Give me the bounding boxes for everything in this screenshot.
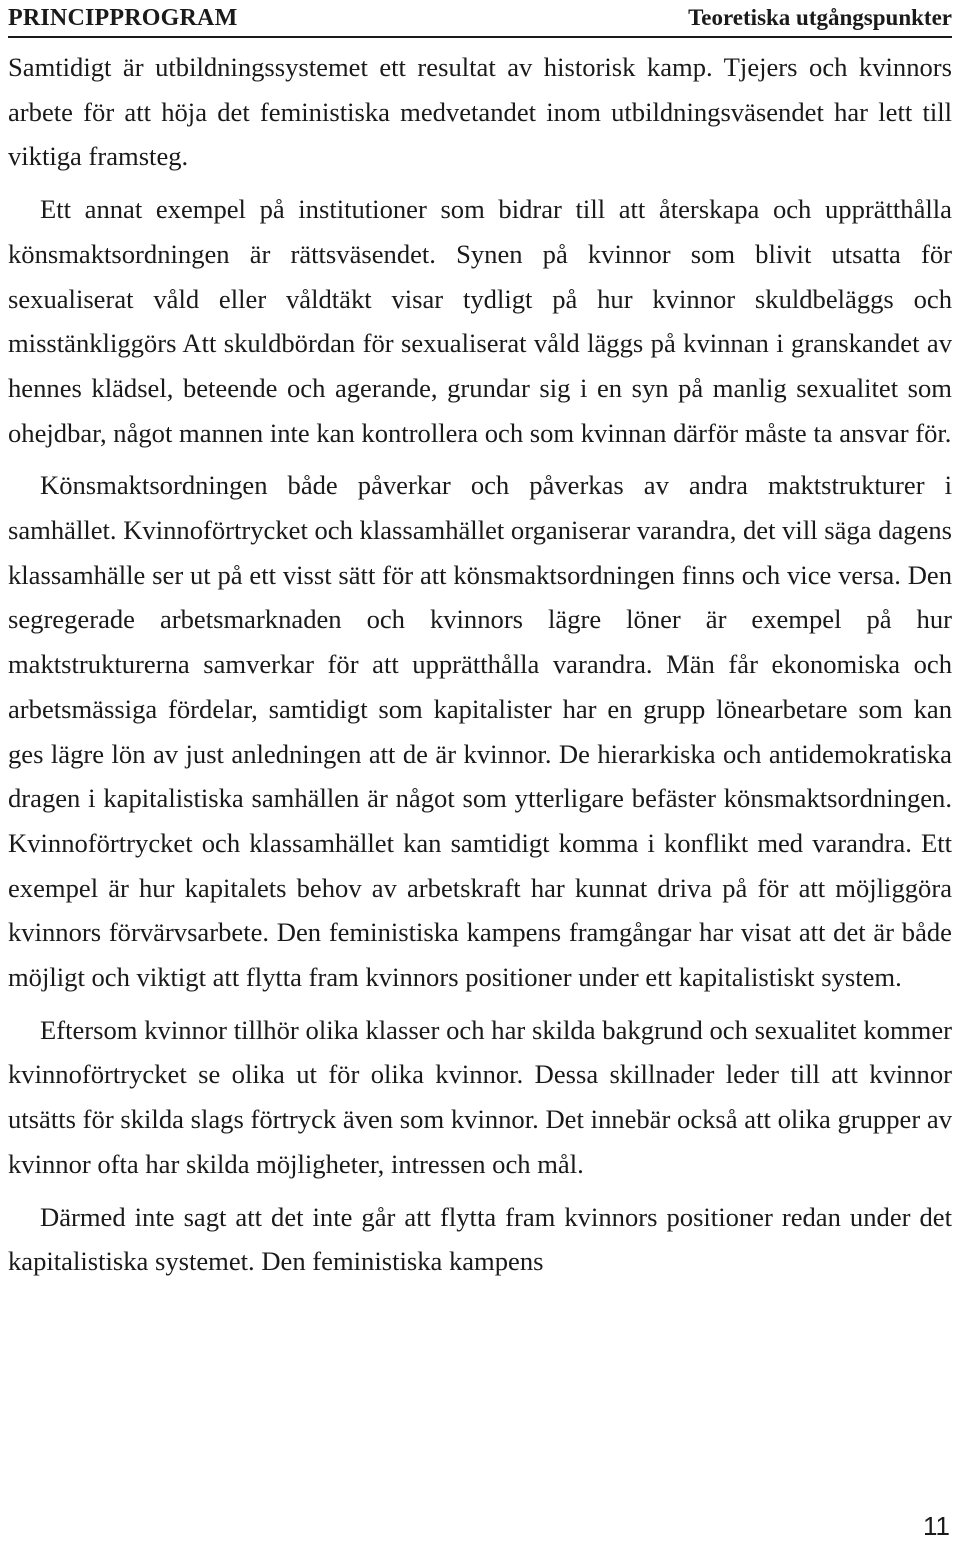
document-title: PRINCIPPROGRAM: [8, 4, 238, 31]
paragraph: Ett annat exempel på institutioner som bidrar till att återskapa och upprätthålla könsmaktsordningen är rättsväsendet. Synen på kvinnor som blivit utsatta för sexualiserat våld eller våldtäkt visar tydligt på hur kvinnor skuldbeläggs och misstänkliggörs Att skuldbördan för sexualiserat våld läggs på kvinnan i granskandet av hennes klädsel, beteende och agerande, grundar sig i en syn på manlig sexualitet som ohejdbar, något mannen inte kan kontrollera och som kvinnan därför måste ta ansvar för.: [8, 194, 952, 448]
body-text: [8, 45, 952, 1292]
section-title: Teoretiska utgångspunkter: [688, 5, 952, 30]
paragraph: Eftersom kvinnor tillhör olika klasser och har skilda bakgrund och sexualitet kommer kvinnoförtrycket se olika ut för olika kvinnor. Dessa skillnader leder till att kvinnor utsätts för skilda slags förtryck även som kvinnor. Det innebär också att olika grupper av kvinnor ofta har skilda möjligheter, intressen och mål.: [8, 1014, 952, 1179]
page-number: 11: [923, 1511, 950, 1541]
paragraph: Könsmaktsordningen både påverkar och påverkas av andra maktstrukturer i samhället. Kvinnoförtrycket och klassamhället organiserar varandra, det vill säga dagens klassamhälle ser ut på ett visst sätt för att könsmaktsordningen finns och vice versa. Den segregerade arbetsmarknaden och kvinnors lägre löner är exempel på hur maktstrukturerna samverkar för att upprätthålla varandra. Män får ekonomiska och arbetsmässiga fördelar, samtidigt som kapitalister har en grupp lönearbetare som kan ges lägre lön av just anledningen att de är kvinnor. De hierarkiska och antidemokratiska dragen i kapitalistiska samhällen är något som ytterligare befäster könsmaktsordningen. Kvinnoförtrycket och klassamhället kan samtidigt komma i konflikt med varandra. Ett exempel är hur kapitalets behov av arbetskraft har kunnat driva på för att möjliggöra kvinnors förvärvsarbete. Den feministiska kampens framgångar har visat att det är både möjligt och viktigt att flytta fram kvinnors positioner under ett kapitalistiskt system.: [8, 470, 953, 993]
running-header: [8, 0, 952, 38]
paragraph: Därmed inte sagt att det inte går att flytta fram kvinnors positioner redan under det kapitalistiska systemet. Den feministiska kampens: [8, 1201, 952, 1277]
paragraph: Samtidigt är utbildningssystemet ett resultat av historisk kamp. Tjejers och kvinnors arbete för att höja det feministiska medvetandet inom utbildningsväsendet har lett till viktiga framsteg.: [8, 52, 952, 172]
